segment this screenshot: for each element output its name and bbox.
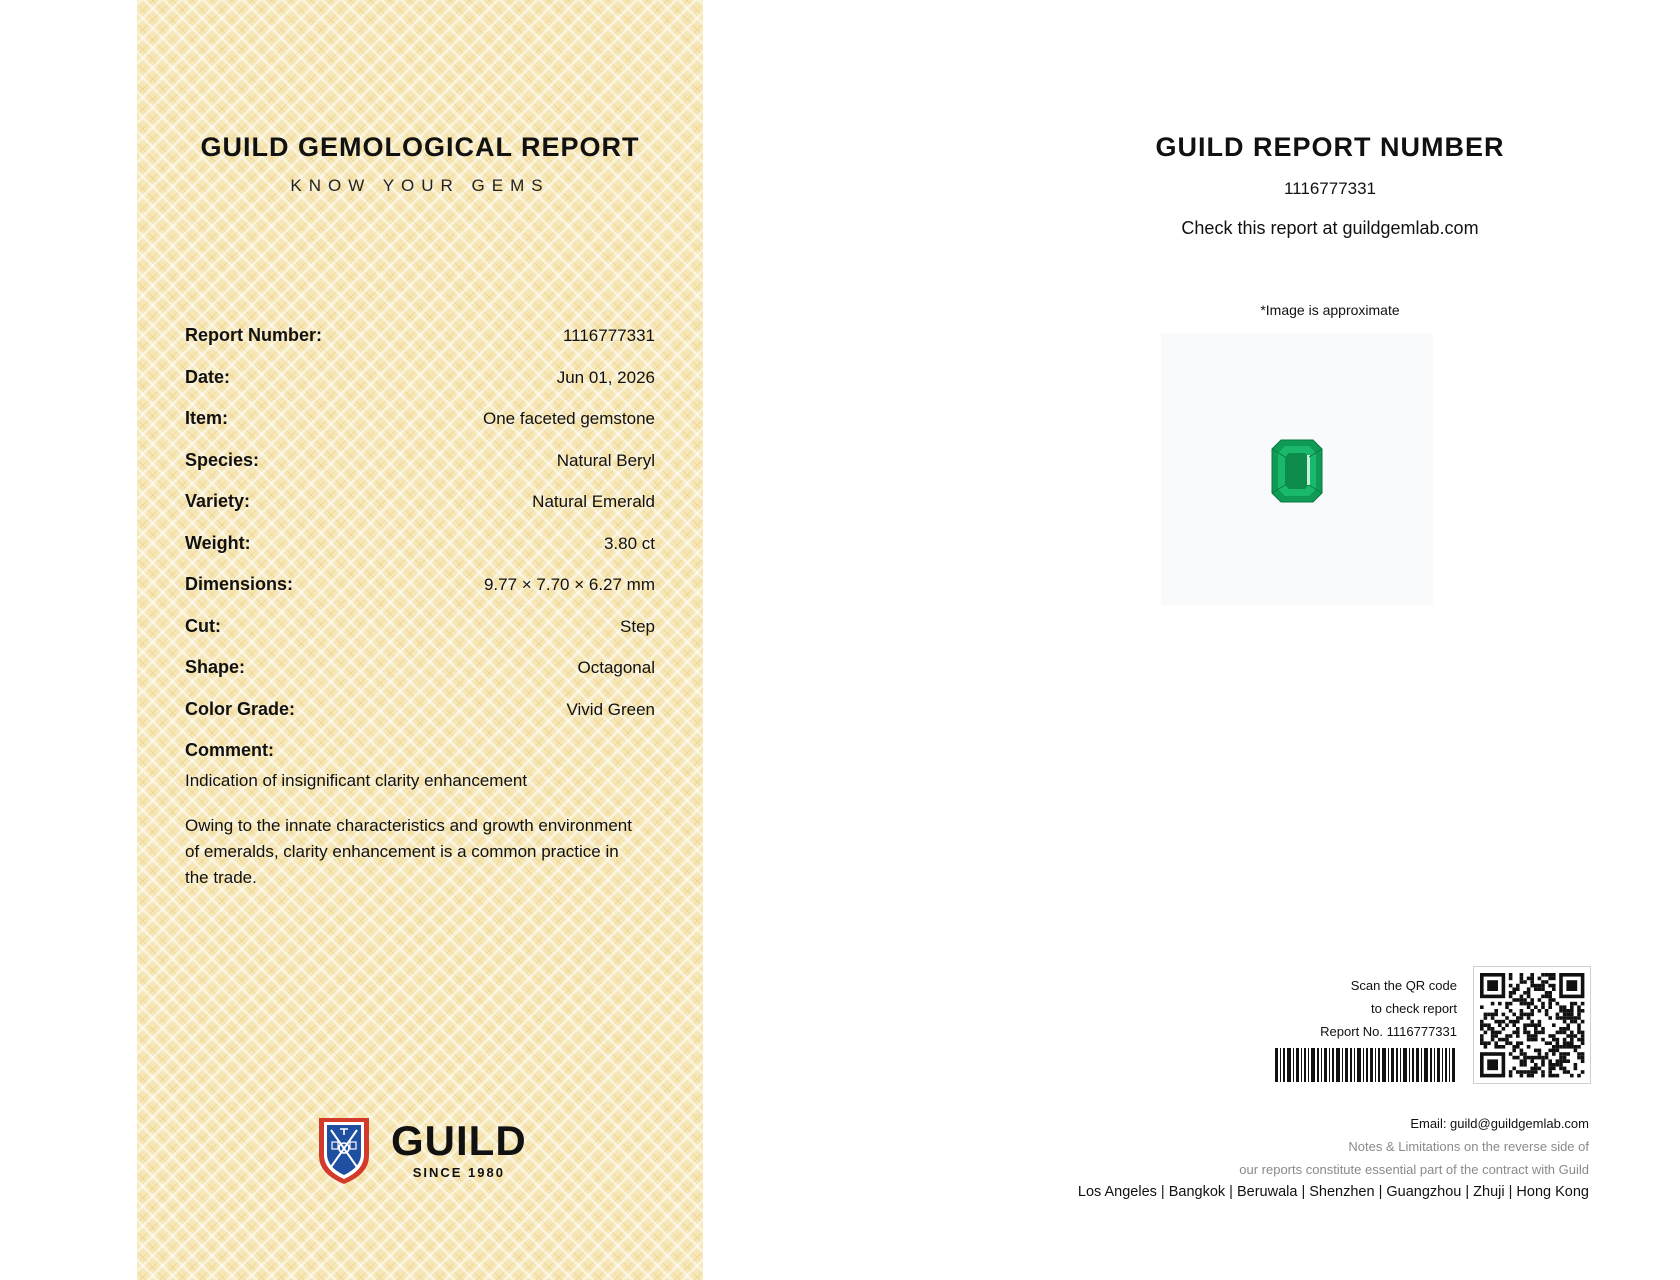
logo-text [391, 1116, 527, 1180]
field-row-report-number [185, 325, 655, 367]
field-value: Jun 01, 2026 [556, 367, 655, 387]
field-label: Shape: [185, 657, 246, 677]
field-label: Weight: [185, 532, 251, 553]
gem-image [1161, 333, 1433, 605]
field-value: 3.80 ct [603, 533, 655, 553]
qr-caption-line2: to check report [1371, 1001, 1457, 1016]
image-approx-note: *Image is approximate [1260, 302, 1400, 318]
logo-name: GUILD [391, 1116, 527, 1164]
field-label: Cut: [185, 615, 221, 636]
certificate-title: GUILD GEMOLOGICAL REPORT [200, 132, 640, 162]
certificate-panel [137, 0, 703, 1280]
field-value: 9.77 × 7.70 × 6.27 mm [483, 575, 655, 594]
field-row-date [185, 367, 655, 409]
field-value: 1116777331 [562, 326, 655, 345]
field-label: Dimensions: [185, 574, 294, 594]
barcode [1275, 1048, 1457, 1082]
field-value: Vivid Green [566, 699, 655, 719]
field-row-cut [185, 616, 655, 658]
field-row-dimensions [185, 574, 655, 616]
field-label: Color Grade: [185, 698, 296, 719]
field-value: One faceted gemstone [482, 409, 655, 428]
check-report-text: Check this report at guildgemlab.com [1181, 218, 1479, 238]
certificate-subtitle: KNOW YOUR GEMS [290, 176, 550, 195]
qr-caption-line1: Scan the QR code [1350, 978, 1457, 993]
field-label: Variety: [185, 491, 251, 511]
footer-notes-line1: Notes & Limitations on the reverse side of [1348, 1139, 1589, 1154]
footer-email: Email: guild@guildgemlab.com [1410, 1116, 1589, 1131]
field-label: Report Number: [185, 325, 323, 345]
report-number-value: 1116777331 [1283, 179, 1377, 198]
footer-cities: Los Angeles | Bangkok | Beruwala | Shenzhen | Guangzhou | Zhuji | Hong Kong [1077, 1184, 1589, 1200]
qr-code-icon [1474, 967, 1590, 1083]
comment-note: Owing to the innate characteristics and growth environment of emeralds, clarity enhancement is a common practice in the trade. [185, 816, 632, 887]
field-row-item [185, 408, 655, 450]
field-value: Natural Beryl [556, 450, 655, 470]
field-value: Octagonal [577, 658, 655, 677]
field-value: Natural Emerald [532, 492, 655, 511]
field-row-shape [185, 657, 655, 699]
field-row-color-grade [185, 699, 655, 741]
field-row-species [185, 450, 655, 492]
emerald-gem-icon [1271, 439, 1323, 503]
field-row-weight [185, 533, 655, 575]
field-row-variety [185, 491, 655, 533]
guild-logo [315, 1112, 527, 1186]
guild-shield-icon [315, 1112, 373, 1186]
field-label: Item: [185, 408, 229, 428]
report-number-title: GUILD REPORT NUMBER [1155, 132, 1505, 162]
certificate-fields [185, 325, 655, 891]
footer-notes-line2: our reports constitute essential part of the contract with Guild [1239, 1162, 1589, 1177]
comment-text: Indication of insignificant clarity enhancement [185, 771, 528, 790]
qr-caption-line3: Report No. 1116777331 [1320, 1024, 1457, 1039]
logo-since: SINCE 1980 [412, 1164, 505, 1180]
field-label: Date: [185, 366, 231, 387]
field-label: Species: [185, 449, 260, 470]
qr-code[interactable] [1473, 966, 1591, 1084]
field-value: Step [620, 616, 655, 636]
comment-label: Comment: [185, 740, 274, 760]
